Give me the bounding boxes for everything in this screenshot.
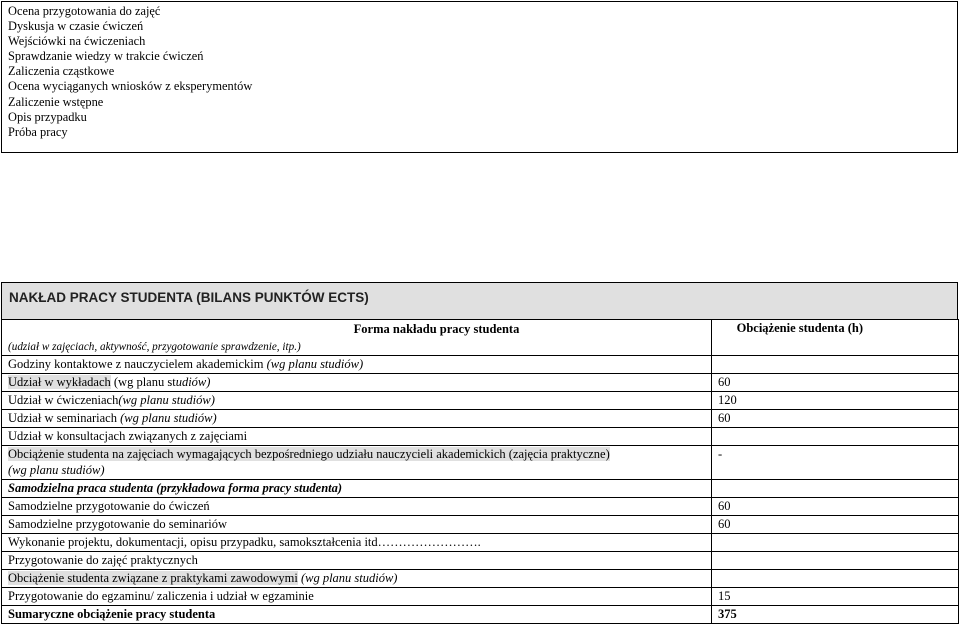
row-label: Przygotowanie do zajęć praktycznych — [2, 552, 712, 570]
table-row — [2, 374, 959, 392]
row-label-note: (wg planu studiów) — [120, 411, 217, 425]
row-label — [2, 446, 712, 480]
table-row — [2, 356, 959, 374]
row-label-text: Udział w ćwiczeniach — [8, 393, 119, 407]
table-row — [2, 588, 959, 606]
row-label-text: Udział w wykładach — [8, 375, 111, 389]
header-cell-form — [2, 320, 712, 356]
list-item: Zaliczenia cząstkowe — [8, 64, 115, 79]
assessment-methods-list — [8, 4, 957, 140]
row-value: 60 — [712, 410, 959, 428]
workload-table — [1, 319, 959, 624]
table-row — [2, 516, 959, 534]
row-value: 60 — [712, 374, 959, 392]
list-item: Dyskusja w czasie ćwiczeń — [8, 19, 144, 34]
list-item: Ocena wyciąganych wniosków z eksperymentów — [8, 79, 253, 94]
list-item: Sprawdzanie wiedzy w trakcie ćwiczeń — [8, 49, 204, 64]
row-label-note: (wg planu studiów) — [118, 393, 215, 407]
row-label-text: Obciążenie studenta związane z praktykami zawodowymi — [8, 571, 298, 585]
row-label-note: (wg planu studiów) — [297, 571, 398, 585]
row-label: Samodzielna praca studenta (przykładowa forma pracy studenta) — [2, 480, 712, 498]
table-row — [2, 410, 959, 428]
list-item: Wejściówki na ćwiczeniach — [8, 34, 146, 49]
assessment-methods-box — [1, 1, 958, 153]
row-label — [2, 392, 712, 410]
table-row — [2, 534, 959, 552]
table-row — [2, 392, 959, 410]
row-value — [712, 552, 959, 570]
column-title-form: Forma nakładu pracy studenta — [353, 322, 520, 336]
table-row — [2, 498, 959, 516]
row-value — [712, 480, 959, 498]
row-value: - — [712, 446, 959, 480]
row-value: 120 — [712, 392, 959, 410]
row-label: Przygotowanie do egzaminu/ zaliczenia i udział w egzaminie — [2, 588, 712, 606]
row-value — [712, 356, 959, 374]
table-row — [2, 446, 959, 480]
table-row — [2, 480, 959, 498]
row-label-note: udiów) — [175, 375, 211, 389]
row-label-note: (wg planu st — [110, 375, 176, 389]
row-label-note: (wg planu studiów) — [266, 357, 364, 371]
row-label — [2, 374, 712, 392]
total-label: Sumaryczne obciążenie pracy studenta — [2, 606, 712, 624]
row-label-text: Godziny kontaktowe z nauczycielem akademickim — [8, 357, 267, 371]
list-item: Zaliczenie wstępne — [8, 94, 104, 109]
row-label — [2, 570, 712, 588]
table-row — [2, 570, 959, 588]
row-value — [712, 534, 959, 552]
list-item: Opis przypadku — [8, 109, 87, 124]
row-value: 60 — [712, 516, 959, 534]
section-title: NAKŁAD PRACY STUDENTA (BILANS PUNKTÓW ECTS) — [9, 290, 369, 305]
row-value — [712, 428, 959, 446]
section-header — [1, 282, 958, 320]
row-label: Wykonanie projektu, dokumentacji, opisu przypadku, samokształcenia itd……………………. — [2, 534, 712, 552]
row-label-text: Udział w seminariach — [8, 411, 121, 425]
table-header-row — [2, 320, 959, 356]
row-label — [2, 356, 712, 374]
table-row — [2, 552, 959, 570]
row-label — [2, 410, 712, 428]
table-row — [2, 428, 959, 446]
row-label: Samodzielne przygotowanie do seminariów — [2, 516, 712, 534]
row-value — [712, 570, 959, 588]
row-label: Samodzielne przygotowanie do ćwiczeń — [2, 498, 712, 516]
list-item: Próba pracy — [8, 124, 68, 139]
total-value: 375 — [712, 606, 959, 624]
column-subtitle-form: (udział w zajęciach, aktywność, przygotowanie sprawdzenie, itp.) — [8, 341, 301, 353]
row-value: 60 — [712, 498, 959, 516]
column-title-load: Obciążenie studenta (h) — [712, 320, 959, 356]
row-label: Udział w konsultacjach związanych z zajęciami — [2, 428, 712, 446]
row-label-text: Obciążenie studenta na zajęciach wymagających bezpośredniego udziału nauczycieli akademickich (zajęcia praktyczne) — [8, 447, 610, 461]
row-label-note: (wg planu studiów) — [8, 463, 105, 477]
list-item: Ocena przygotowania do zajęć — [8, 4, 161, 18]
row-value: 15 — [712, 588, 959, 606]
